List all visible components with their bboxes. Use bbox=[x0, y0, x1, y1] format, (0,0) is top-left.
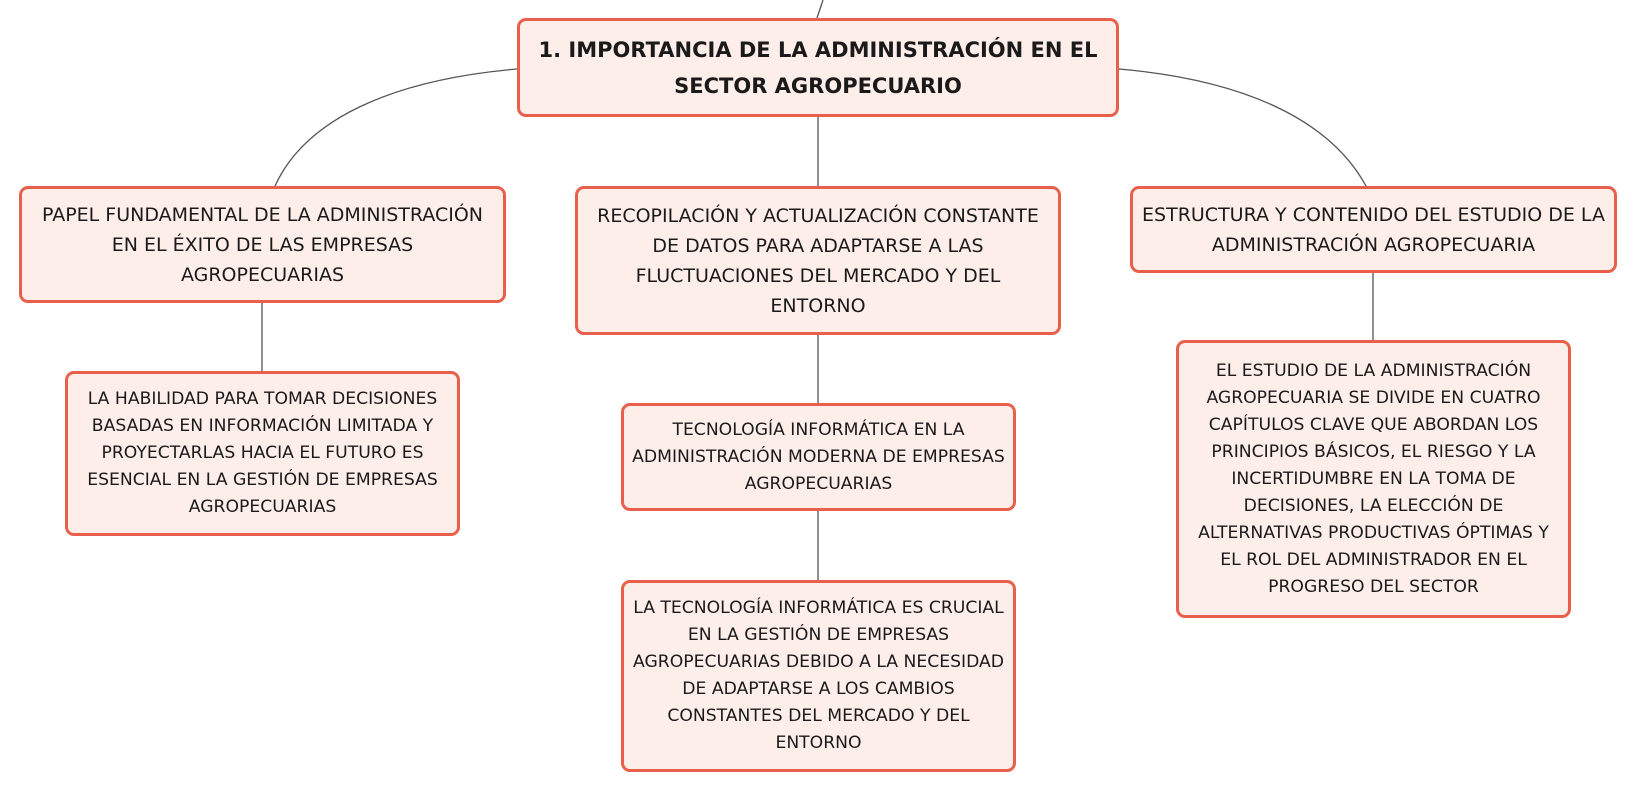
branch-node-estructura[interactable] bbox=[1130, 186, 1617, 273]
subtopic-label: LA TECNOLOGÍA INFORMÁTICA ES CRUCIAL EN LA GESTIÓN DE EMPRESAS AGROPECUARIAS DEBIDO A LA NECESIDAD DE ADAPTARSE A LOS CAMBIOS CONSTANTES DEL MERCADO Y DEL ENTORNO bbox=[632, 598, 1005, 753]
branch-node-papel-fundamental[interactable] bbox=[19, 186, 506, 303]
subtopic-node-tecnologia-informatica[interactable] bbox=[621, 403, 1016, 511]
subtopic-label: TECNOLOGÍA INFORMÁTICA EN LA ADMINISTRACIÓN MODERNA DE EMPRESAS AGROPECUARIAS bbox=[632, 419, 1005, 494]
branch-label: RECOPILACIÓN Y ACTUALIZACIÓN CONSTANTE DE DATOS PARA ADAPTARSE A LAS FLUCTUACIONES DEL MERCADO Y DEL ENTORNO bbox=[597, 204, 1039, 317]
subtopic-node-habilidad-decisiones[interactable] bbox=[65, 371, 460, 536]
subtopic-node-tecnologia-crucial[interactable] bbox=[621, 580, 1016, 772]
branch-label: PAPEL FUNDAMENTAL DE LA ADMINISTRACIÓN EN EL ÉXITO DE LAS EMPRESAS AGROPECUARIAS bbox=[41, 203, 483, 286]
connector-root-to-left bbox=[275, 69, 517, 186]
subtopic-label: LA HABILIDAD PARA TOMAR DECISIONES BASADAS EN INFORMACIÓN LIMITADA Y PROYECTARLAS HACIA EL FUTURO ES ESENCIAL EN LA GESTIÓN DE EMPRESAS AGROPECUARIAS bbox=[87, 389, 438, 517]
root-topic-label: 1. IMPORTANCIA DE LA ADMINISTRACIÓN EN EL SECTOR AGROPECUARIO bbox=[538, 37, 1098, 98]
connector-root-to-right bbox=[1119, 69, 1366, 186]
connector-parent bbox=[817, 0, 823, 18]
branch-label: ESTRUCTURA Y CONTENIDO DEL ESTUDIO DE LA ADMINISTRACIÓN AGROPECUARIA bbox=[1142, 203, 1605, 256]
root-topic-node[interactable] bbox=[517, 18, 1119, 117]
subtopic-node-estudio-capitulos[interactable] bbox=[1176, 340, 1571, 618]
branch-node-recopilacion[interactable] bbox=[575, 186, 1061, 335]
subtopic-label: EL ESTUDIO DE LA ADMINISTRACIÓN AGROPECUARIA SE DIVIDE EN CUATRO CAPÍTULOS CLAVE QUE ABORDAN LOS PRINCIPIOS BÁSICOS, EL RIESGO Y LA INCERTIDUMBRE EN LA TOMA DE DECISIONES, LA ELECCIÓN DE ALTERNATIVAS PRODUCTIVAS ÓPTIMAS Y EL ROL DEL ADMINISTRADOR EN EL PROGRESO DEL SECTOR bbox=[1198, 360, 1549, 597]
